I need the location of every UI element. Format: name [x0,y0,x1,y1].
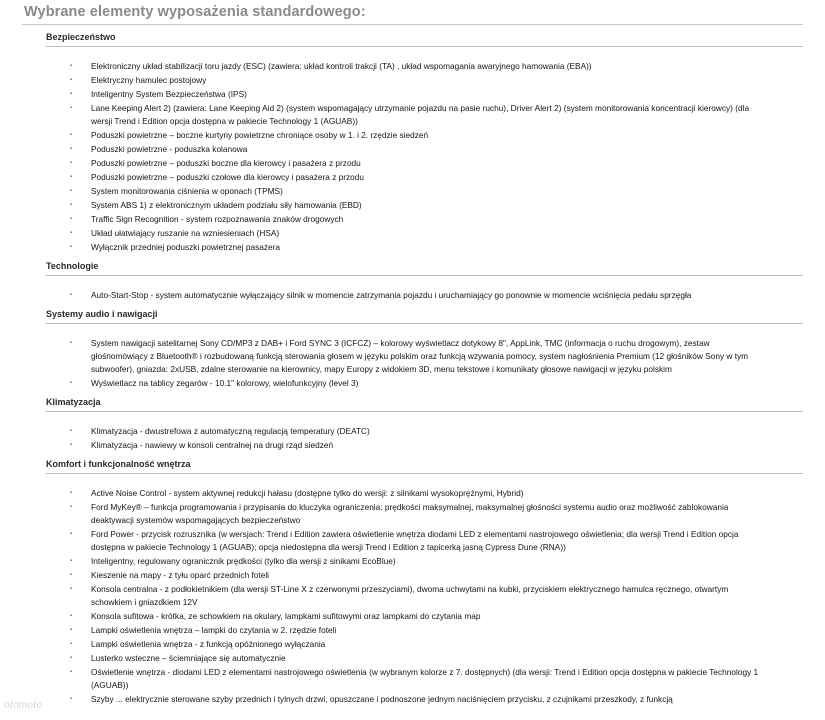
list-item-text: Konsola centralna - z podłokietnikiem (dla wersji ST-Line X z czerwonymi przeszyciami), dwoma uchwytami na kubki, przyciskiem elektrycznego hamulca ręcznego, otwartym schowkiem i gniazdkiem 12V [91,584,729,607]
section-header: Komfort i funkcjonalność wnętrza [46,455,803,474]
section [0,28,825,257]
feature-list [0,324,825,390]
list-item [70,638,767,651]
list-item [70,88,767,101]
list-item [70,652,767,665]
list-item-text: Klimatyzacja - nawiewy w konsoli centralnej na drugi rząd siedzeń [91,440,334,450]
bullet-icon: ▪ [70,132,73,138]
bullet-icon: ▪ [70,428,73,434]
bullet-icon: ▪ [70,613,73,619]
list-item-text: Układ ułatwiający ruszanie na wzniesieniach (HSA) [91,228,280,238]
list-item-text: Konsola sufitowa - krótka, ze schowkiem na okulary, lampkami sufitowymi oraz lampkami do czytania map [91,611,481,621]
section [0,257,825,305]
section [0,305,825,393]
bullet-icon: ▪ [70,572,73,578]
list-item [70,157,767,170]
bullet-icon: ▪ [70,558,73,564]
list-item-text: Poduszki powietrzne - poduszka kolanowa [91,144,248,154]
bullet-icon: ▪ [70,340,73,346]
section-header: Systemy audio i nawigacji [46,305,803,324]
list-item [70,555,767,568]
bullet-icon: ▪ [70,380,73,386]
bullet-icon: ▪ [70,146,73,152]
list-item-text: Szyby ... elektrycznie sterowane szyby przednich i tylnych drzwi, opuszczane i podnoszone jednym naciśnięciem przycisku, z czujnikami przeszkody, z funkcją [91,694,673,704]
section [0,455,825,709]
list-item-text: Poduszki powietrzne – poduszki czołowe dla kierowcy i pasażera z przodu [91,172,365,182]
list-item-text: Poduszki powietrzne – poduszki boczne dla kierowcy i pasażera z przodu [91,158,361,168]
title-divider [22,24,803,25]
section-header: Bezpieczeństwo [46,28,803,47]
list-item-text: Ford Power - przycisk rozrusznika (w wersjach: Trend i Edition zawiera oświetlenie wnętrza diodami LED z elementami nastrojowego oświetlenia; dla wersji Trend i Edition opcja dostępna w pakiecie Technology 1 (AGUAB); opcja niedostępna dla wersji Trend i Edition z tapicerką jasną Cypress Dune (RNA)) [91,529,739,552]
section-header: Technologie [46,257,803,276]
list-item-text: System ABS 1) z elektronicznym układem podziału siły hamowania (EBD) [91,200,362,210]
list-item [70,289,767,302]
list-item-text: Lusterko wsteczne – ściemniające się automatycznie [91,653,286,663]
bullet-icon: ▪ [70,531,73,537]
list-item [70,501,767,527]
feature-list [0,276,825,302]
list-item-text: Oświetlenie wnętrza - diodami LED z elementami nastrojowego oświetlenia (w wybranym kolorze z 7. dostępnych) (dla wersji: Trend i Edition opcja dostępna w pakiecie Technology 1 (AGUAB)) [91,667,759,690]
bullet-icon: ▪ [70,230,73,236]
bullet-icon: ▪ [70,77,73,83]
list-item [70,74,767,87]
list-item-text: System nawigacji satelitarnej Sony CD/MP3 z DAB+ i Ford SYNC 3 (ICFCZ) – kolorowy wyświetlacz dotykowy 8", AppLink, TMC (informacja o ruchu drogowym), zestaw głośnomówiący z Bluetooth® i rozbudowaną funkcją sterowania głosem w języku polskim oraz funkcją wzywania pomocy, system nagłośnienia Premium (12 głośników Sony w tym subwoofer), gniazda: 2xUSB, zdalne sterowanie na kierownicy, mapy Europy z widokiem 3D, menu tekstowe i komunikaty głosowe nawigacji w języku polskim [91,338,749,374]
list-item [70,143,767,156]
list-item [70,213,767,226]
list-item [70,487,767,500]
list-item-text: Traffic Sign Recognition - system rozpoznawania znaków drogowych [91,214,344,224]
list-item [70,60,767,73]
bullet-icon: ▪ [70,641,73,647]
page-title: Wybrane elementy wyposażenia standardowego: [24,4,366,20]
bullet-icon: ▪ [70,63,73,69]
bullet-icon: ▪ [70,202,73,208]
list-item-text: Elektroniczny układ stabilizacji toru jazdy (ESC) (zawiera: układ kontroli trakcji (TA) , układ wspomagania awaryjnego hamowania (EBA)) [91,61,592,71]
bullet-icon: ▪ [70,442,73,448]
list-item [70,227,767,240]
bullet-icon: ▪ [70,174,73,180]
list-item [70,171,767,184]
list-item [70,528,767,554]
list-item-text: Active Noise Control - system aktywnej redukcji hałasu (dostępne tylko do wersji: z silnikami wysokoprężnymi, Hybrid) [91,488,524,498]
list-item [70,666,767,692]
bullet-icon: ▪ [70,627,73,633]
list-item-text: Kieszenie na mapy - z tyłu oparć przednich foteli [91,570,270,580]
list-item [70,199,767,212]
list-item-text: Klimatyzacja - dwustrefowa z automatyczną regulacją temperatury (DEATC) [91,426,370,436]
list-item-text: Inteligentny, regulowany ogranicznik prędkości (tylko dla wersji z sinikami EcoBlue) [91,556,396,566]
bullet-icon: ▪ [70,696,73,702]
list-item [70,185,767,198]
section-spacer [0,707,825,709]
list-item-text: Ford MyKey® – funkcja programowania i przypisania do kluczyka ograniczenia: prędkości maksymalnej, maksymalnej głośności systemu audio oraz możliwość zablokowania deaktywacji systemów wspomagających bezpieczeństwo [91,502,729,525]
list-item-text: Poduszki powietrzne – boczne kurtyny powietrzne chroniące osoby w 1. i 2. rzędzie siedzeń [91,130,429,140]
list-item [70,583,767,609]
bullet-icon: ▪ [70,244,73,250]
list-item-text: Lampki oświetlenia wnętrza - z funkcją opóźnionego wyłączania [91,639,326,649]
list-item [70,337,767,376]
equipment-list [0,28,825,709]
list-item-text: Elektryczny hamulec postojowy [91,75,207,85]
section [0,393,825,455]
bullet-icon: ▪ [70,504,73,510]
bullet-icon: ▪ [70,91,73,97]
list-item [70,425,767,438]
list-item [70,624,767,637]
feature-list [0,474,825,706]
bullet-icon: ▪ [70,490,73,496]
list-item-text: Lampki oświetlenia wnętrza – lampki do czytania w 2. rzędzie foteli [91,625,337,635]
bullet-icon: ▪ [70,586,73,592]
list-item [70,129,767,142]
list-item-text: Inteligentny System Bezpieczeństwa (IPS) [91,89,247,99]
bullet-icon: ▪ [70,655,73,661]
list-item-text: Wyświetlacz na tablicy zegarów - 10.1" kolorowy, wielofunkcyjny (level 3) [91,378,359,388]
bullet-icon: ▪ [70,292,73,298]
list-item-text: Auto-Start-Stop - system automatycznie wyłączający silnik w momencie zatrzymania pojazdu i uruchamiający go ponownie w momencie wciśnięcia pedału sprzęgła [91,290,692,300]
watermark: otomoto [4,700,43,711]
list-item [70,102,767,128]
list-item [70,439,767,452]
list-item [70,241,767,254]
feature-list [0,412,825,452]
list-item [70,693,767,706]
list-item-text: Lane Keeping Alert 2) (zawiera: Lane Keeping Aid 2) (system wspomagający utrzymanie pojazdu na pasie ruchu), Driver Alert 2) (system monitorowania koncentracji kierowcy) (dla wersji Trend i Edition opcja dostępna w pakiecie Technology 1 (AGUAB)) [91,103,750,126]
bullet-icon: ▪ [70,160,73,166]
feature-list [0,47,825,254]
list-item-text: Wyłącznik przedniej poduszki powietrznej pasażera [91,242,281,252]
bullet-icon: ▪ [70,188,73,194]
bullet-icon: ▪ [70,105,73,111]
section-header: Klimatyzacja [46,393,803,412]
bullet-icon: ▪ [70,669,73,675]
list-item [70,610,767,623]
list-item [70,569,767,582]
bullet-icon: ▪ [70,216,73,222]
list-item-text: System monitorowania ciśnienia w oponach (TPMS) [91,186,283,196]
list-item [70,377,767,390]
